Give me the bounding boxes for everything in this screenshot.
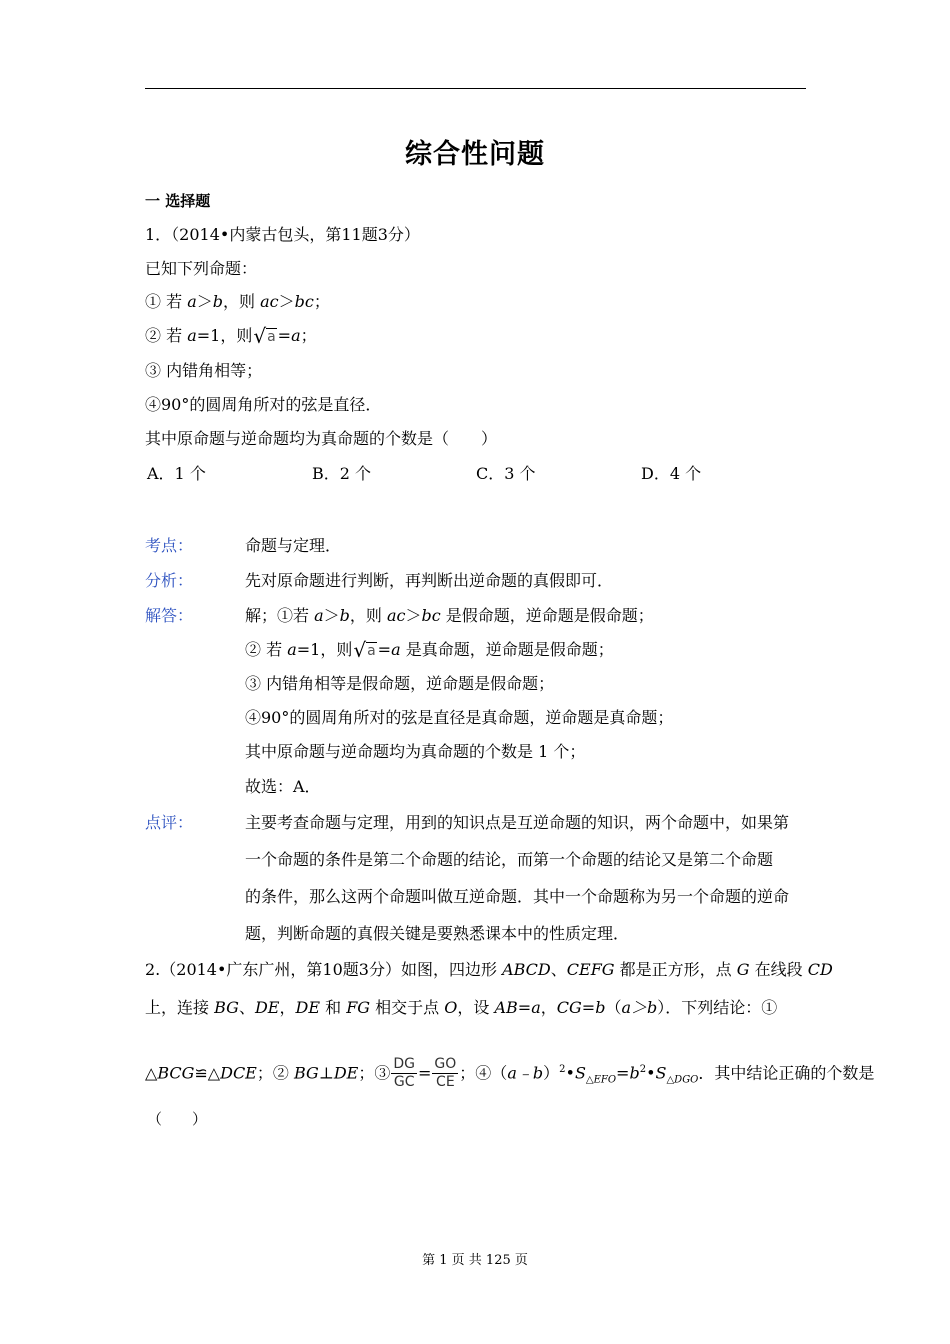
label-kaodian: 考点： [145, 536, 194, 555]
page-footer: 第 1 页 共 125 页 [422, 1253, 528, 1268]
label-jieda: 解答： [145, 606, 194, 625]
jieda-line-2: ② 若 a=1，则√a =a 是真命题，逆命题是假命题； [245, 638, 614, 662]
q1-header: 1．（2014•内蒙古包头，第11题3分） [145, 225, 420, 244]
sqrt-symbol: √a [253, 324, 276, 348]
jieda-line-5: 其中原命题与逆命题均为真命题的个数是 1 个； [245, 742, 586, 761]
option-d: D．4 个 [641, 464, 702, 483]
sqrt-symbol: √a [353, 638, 376, 662]
header-rule [145, 88, 806, 89]
option-c: C．3 个 [476, 464, 536, 483]
dianping-line-4: 题，判断命题的真假关键是要熟悉课本中的性质定理． [245, 924, 630, 943]
fenxi-text: 先对原命题进行判断，再判断出逆命题的真假即可． [245, 571, 614, 590]
dianping-line-1: 主要考查命题与定理，用到的知识点是互逆命题的知识，两个命题中，如果第 [245, 813, 790, 832]
q1-intro: 已知下列命题： [145, 259, 258, 278]
q1-proposition-1: ① 若 a＞b，则 ac＞bc； [145, 292, 330, 311]
section-heading: 一 选择题 [145, 192, 211, 210]
jieda-line-3: ③ 内错角相等是假命题，逆命题是假命题； [245, 674, 555, 693]
q2-line-1: 2.（2014•广东广州，第10题3分）如图，四边形 ABCD、CEFG 都是正方形，点 G 在线段 CD [145, 960, 833, 979]
option-a: A．1 个 [147, 464, 206, 483]
option-b: B．2 个 [312, 464, 372, 483]
fraction-dg-gc: $\frac{DG}{GC}$ [393, 1056, 416, 1091]
dianping-line-2: 一个命题的条件是第二个命题的结论，而第一个命题的结论又是第二个命题 [245, 850, 774, 869]
q1-proposition-4: ④90°的圆周角所对的弦是直径． [145, 395, 382, 414]
q1-proposition-2: ② 若 a=1，则√a =a； [145, 324, 317, 348]
kaodian-text: 命题与定理． [245, 536, 342, 555]
q2-line-3: △BCG≌△DCE；② BG⊥DE；③ $\frac{DG}{GC}$ = $\frac{GO}{CE}$ ；$④(a﹣b)^2•S_{\triangle EFO}=b^2•S_{\triangle DGO}$．其中结论正确的个数是 [145, 1056, 875, 1091]
jieda-line-4: ④90°的圆周角所对的弦是直径是真命题，逆命题是真命题； [245, 708, 674, 727]
q1-proposition-3: ③ 内错角相等； [145, 361, 263, 380]
q2-line-2: 上，连接 BG、DE，DE 和 FG 相交于点 O，设 AB=a，CG=b（a＞b）．下列结论：① [145, 998, 778, 1017]
dianping-line-3: 的条件，那么这两个命题叫做互逆命题．其中一个命题称为另一个命题的逆命 [245, 887, 790, 906]
label-fenxi: 分析： [145, 571, 194, 590]
q2-answer-blank: （ ） [147, 1110, 208, 1128]
jieda-line-1: 解；①若 a＞b，则 ac＞bc 是假命题，逆命题是假命题； [245, 606, 654, 625]
label-dianping: 点评： [145, 813, 194, 832]
page-title: 综合性问题 [405, 139, 545, 170]
q1-stem: 其中原命题与逆命题均为真命题的个数是（ ） [145, 429, 498, 448]
fraction-go-ce: $\frac{GO}{CE}$ [434, 1056, 457, 1091]
jieda-line-6: 故选：A． [245, 777, 321, 796]
